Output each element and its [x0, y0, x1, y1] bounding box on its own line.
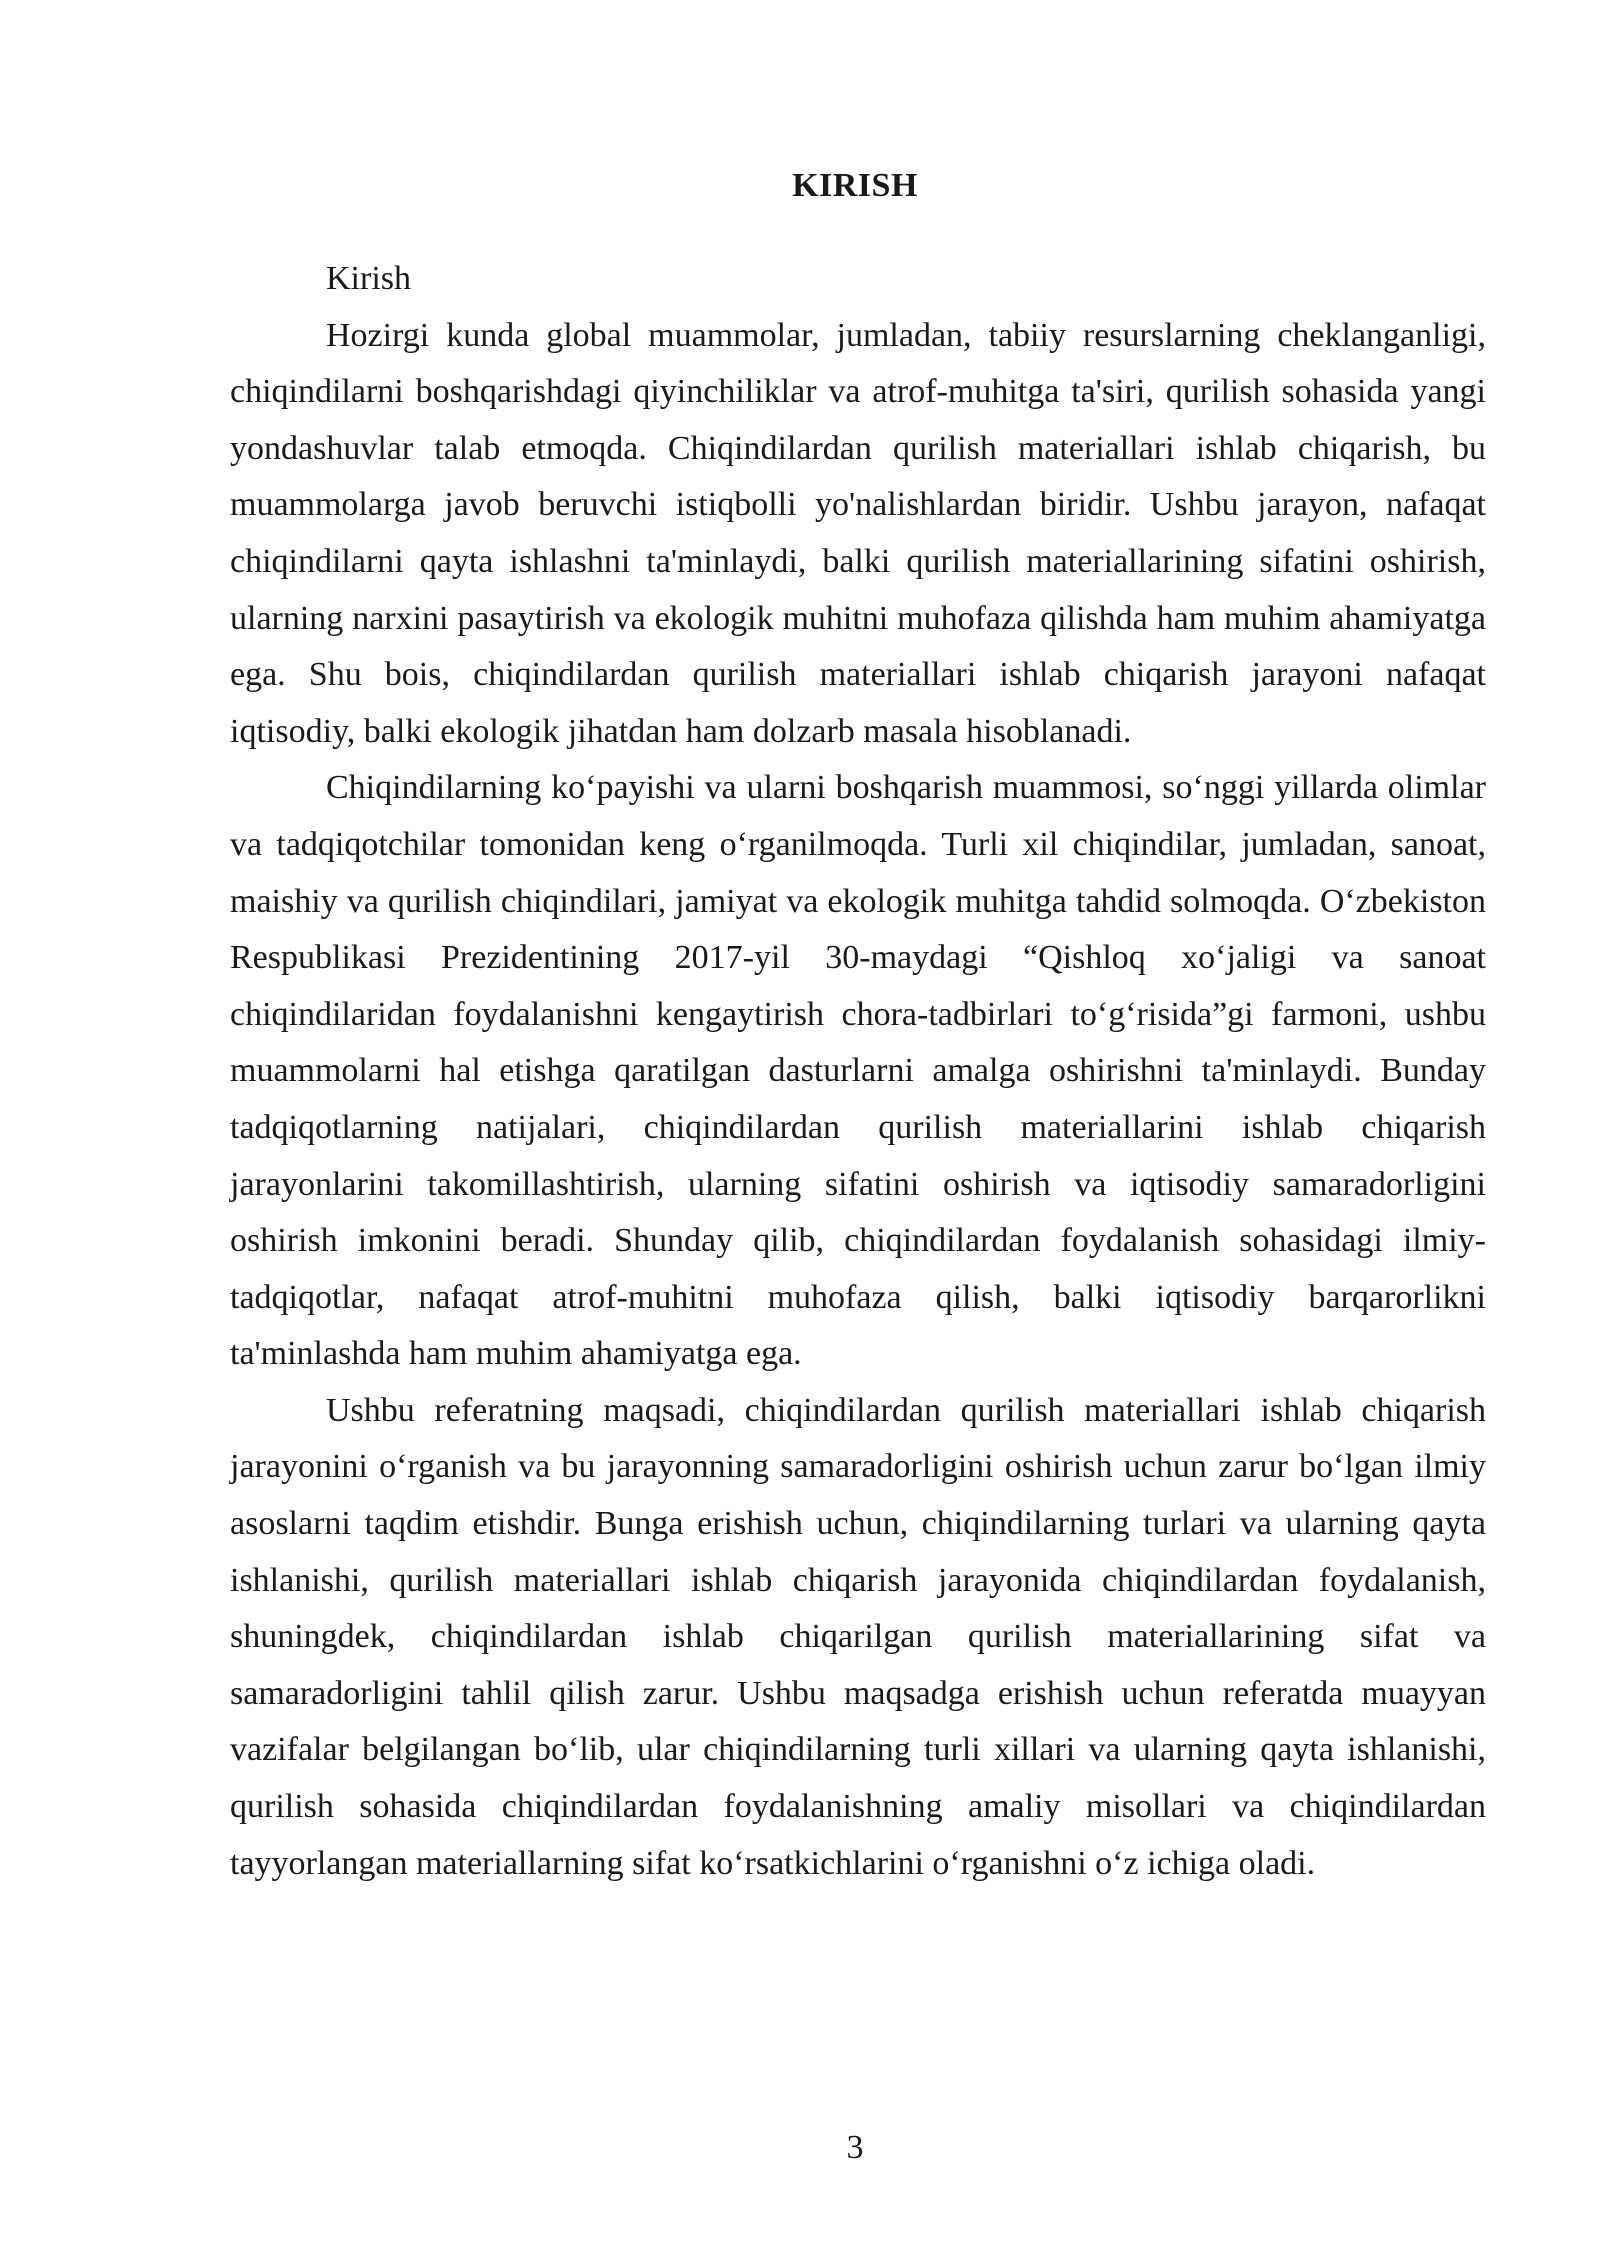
page-title: KIRISH: [792, 167, 918, 204]
section-label: Kirish: [326, 260, 411, 297]
page-number: 3: [846, 2129, 864, 2166]
paragraph-aim: Ushbu referatning maqsadi, chiqindilardan qurilish materiallari ishlab chiqarish jarayonini oʻrganish va bu jarayonning samaradorligini oshirish uchun zarur boʻlgan ilmiy asoslarni taqdim etishdir. Bunga erishish uchun, chiqindilarning turlari va ularning qayta ishlanishi, qurilish materiallari ishlab chiqarish jarayonida chiqindilardan foydalanish, shuningdek, chiqindilardan ishlab chiqarilgan qurilish materiallarining sifat va samaradorligini tahlil qilish zarur. Ushbu maqsadga erishish uchun referatda muayyan vazifalar belgilangan boʻlib, ular chiqindilarning turli xillari va ularning qayta ishlanishi, qurilish sohasida chiqindilardan foydalanishning amaliy misollari va chiqindilardan tayyorlangan materiallarning sifat koʻrsatkichlarini oʻrganishni oʻz ichiga oladi.: [230, 1391, 1486, 1882]
paragraph-intro: Hozirgi kunda global muammolar, jumladan, tabiiy resurslarning cheklanganligi, chiqindilarni boshqarishdagi qiyinchiliklar va atrof-muhitga ta'siri, qurilish sohasida yangi yondashuvlar talab etmoqda. Chiqindilardan qurilish materiallari ishlab chiqarish, bu muammolarga javob beruvchi istiqbolli yo'nalishlardan biridir. Ushbu jarayon, nafaqat chiqindilarni qayta ishlashni ta'minlaydi, balki qurilish materiallarining sifatini oshirish, ularning narxini pasaytirish va ekologik muhitni muhofaza qilishda ham muhim ahamiyatga ega. Shu bois, chiqindilardan qurilish materiallari ishlab chiqarish jarayoni nafaqat iqtisodiy, balki ekologik jihatdan ham dolzarb masala hisoblanadi.: [230, 316, 1486, 750]
paragraph-problem: Chiqindilarning koʻpayishi va ularni boshqarish muammosi, soʻnggi yillarda olimlar va tadqiqotchilar tomonidan keng oʻrganilmoqda. Turli xil chiqindilar, jumladan, sanoat, maishiy va qurilish chiqindilari, jamiyat va ekologik muhitga tahdid solmoqda. Oʻzbekiston Respublikasi Prezidentining 2017-yil 30-maydagi “Qishloq xoʻjaligi va sanoat chiqindilaridan foydalanishni kengaytirish chora-tadbirlari toʻgʻrisida”gi farmoni, ushbu muammolarni hal etishga qaratilgan dasturlarni amalga oshirishni ta'minlaydi. Bunday tadqiqotlarning natijalari, chiqindilardan qurilish materiallarini ishlab chiqarish jarayonlarini takomillashtirish, ularning sifatini oshirish va iqtisodiy samaradorligini oshirish imkonini beradi. Shunday qilib, chiqindilardan foydalanish sohasidagi ilmiy-tadqiqotlar, nafaqat atrof-muhitni muhofaza qilish, balki iqtisodiy barqarorlikni ta'minlashda ham muhim ahamiyatga ega.: [230, 769, 1486, 1373]
body-text: [230, 251, 1486, 1892]
